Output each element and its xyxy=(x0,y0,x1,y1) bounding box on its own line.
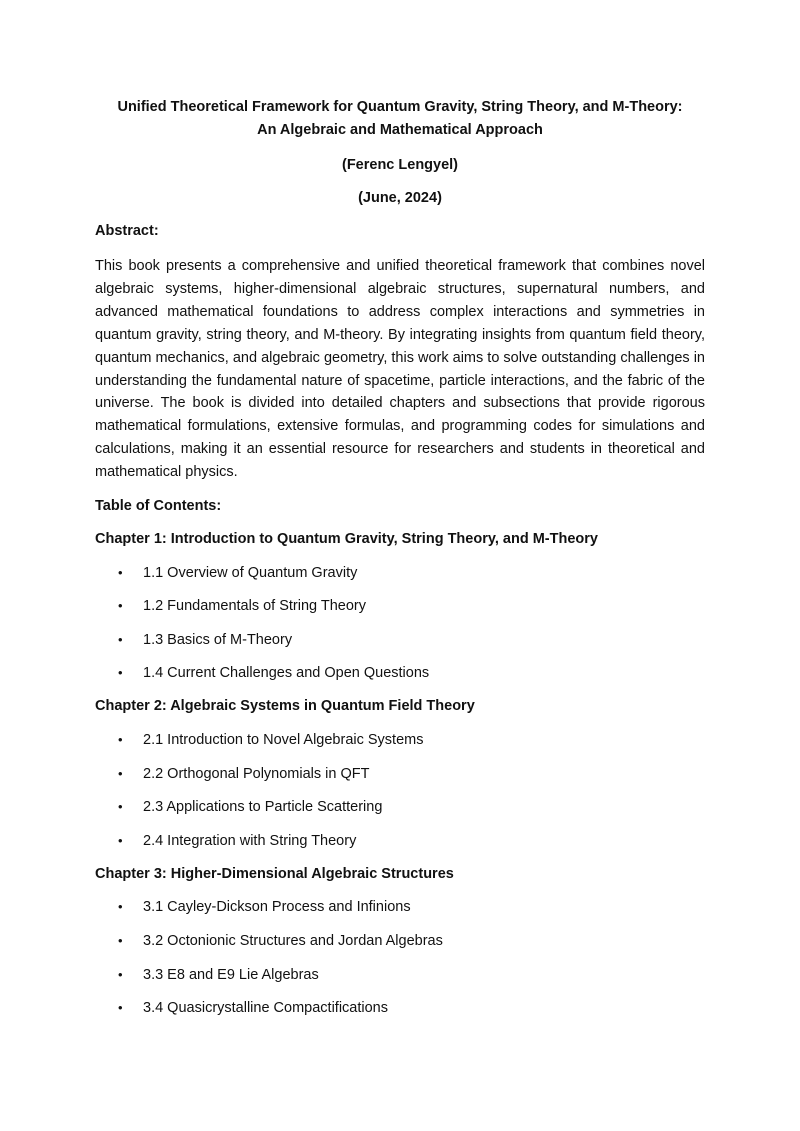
list-item-label: 1.1 Overview of Quantum Gravity xyxy=(143,564,358,581)
bullet-icon: • xyxy=(118,899,123,915)
bullet-icon: • xyxy=(118,933,123,948)
list-item xyxy=(95,965,705,985)
list-item-label: 3.2 Octonionic Structures and Jordan Algebras xyxy=(143,933,443,949)
bullet-icon: • xyxy=(118,732,123,748)
list-item xyxy=(95,797,705,817)
list-item-label: 1.3 Basics of M-Theory xyxy=(143,631,293,648)
chapter-item-list xyxy=(95,563,705,684)
chapter-heading: Chapter 2: Algebraic Systems in Quantum Field Theory xyxy=(95,698,475,715)
bullet-icon: • xyxy=(118,765,123,781)
list-item-label: 2.4 Integration with String Theory xyxy=(143,832,357,849)
document-title-line-2: An Algebraic and Mathematical Approach xyxy=(257,121,543,138)
list-item xyxy=(95,596,705,616)
list-item xyxy=(95,897,705,917)
bullet-icon: • xyxy=(118,598,123,614)
publication-date: (June, 2024) xyxy=(358,190,442,206)
bullet-icon: • xyxy=(118,665,123,681)
list-item-label: 3.4 Quasicrystalline Compactifications xyxy=(143,1000,388,1017)
bullet-icon: • xyxy=(118,564,123,580)
list-item-label: 2.2 Orthogonal Polynomials in QFT xyxy=(143,765,370,782)
list-item xyxy=(95,831,705,851)
abstract-heading: Abstract: xyxy=(95,223,159,239)
list-item xyxy=(95,998,705,1018)
list-item-label: 2.1 Introduction to Novel Algebraic Systems xyxy=(143,732,424,749)
bullet-icon: • xyxy=(118,631,123,647)
chapter-item-list xyxy=(95,730,705,851)
abstract-text: This book presents a comprehensive and unified theoretical framework that combines novel algebraic systems, higher-dimensional algebraic structures, supernatural numbers, and advanced mathematical foundations to address complex interactions and symmetries in quantum gravity, string theory, and M-theory. By integrating insights from quantum field theory, quantum mechanics, and algebraic geometry, this work aims to solve outstanding challenges in understanding the fundamental nature of spacetime, particle interactions, and the fabric of the universe. The book is divided into detailed chapters and subsections that provide rigorous mathematical formulations, extensive formulas, and programming codes for simulations and calculations, making it an essential resource for researchers and students in theoretical and mathematical physics. xyxy=(95,258,705,481)
list-item-label: 3.3 E8 and E9 Lie Algebras xyxy=(143,966,319,983)
bullet-icon: • xyxy=(118,1000,123,1016)
document-page xyxy=(95,96,705,1018)
author: (Ferenc Lengyel) xyxy=(341,157,459,173)
bullet-icon: • xyxy=(118,799,123,815)
list-item xyxy=(95,630,705,650)
chapter-heading: Chapter 1: Introduction to Quantum Gravity, String Theory, and M-Theory xyxy=(95,531,598,548)
list-item-label: 2.3 Applications to Particle Scattering xyxy=(143,799,383,816)
list-item xyxy=(95,730,705,750)
chapter-heading: Chapter 3: Higher-Dimensional Algebraic Structures xyxy=(95,865,454,882)
chapter-item-list xyxy=(95,897,705,1018)
list-item xyxy=(95,663,705,683)
bullet-icon: • xyxy=(118,966,123,982)
document-title-line-1: Unified Theoretical Framework for Quantum Gravity, String Theory, and M-Theory: xyxy=(117,99,683,115)
list-item xyxy=(95,563,705,583)
list-item xyxy=(95,764,705,784)
list-item-label: 3.1 Cayley-Dickson Process and Infinions xyxy=(143,899,411,916)
list-item-label: 1.2 Fundamentals of String Theory xyxy=(143,598,366,615)
list-item xyxy=(95,931,705,951)
bullet-icon: • xyxy=(118,832,123,848)
toc-heading: Table of Contents: xyxy=(95,498,222,515)
list-item-label: 1.4 Current Challenges and Open Questions xyxy=(143,665,430,682)
